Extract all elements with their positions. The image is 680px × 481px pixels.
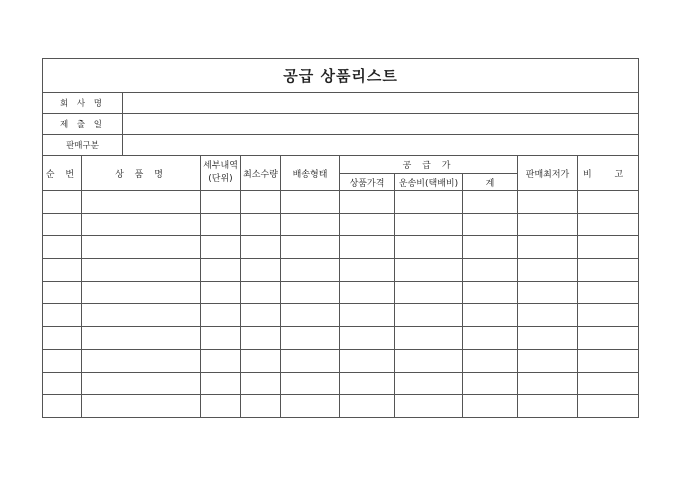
table-cell[interactable] — [281, 236, 340, 259]
table-cell[interactable] — [340, 349, 395, 372]
table-cell[interactable] — [463, 213, 518, 236]
table-cell[interactable] — [518, 259, 578, 282]
table-cell[interactable] — [43, 191, 82, 214]
table-cell[interactable] — [43, 304, 82, 327]
submission-date-value[interactable] — [123, 114, 639, 135]
table-row — [43, 191, 639, 214]
header-detail-line1: 세부내역 — [203, 161, 238, 171]
table-cell[interactable] — [281, 327, 340, 350]
table-cell[interactable] — [463, 259, 518, 282]
table-cell[interactable] — [82, 236, 201, 259]
table-cell[interactable] — [281, 372, 340, 395]
table-cell[interactable] — [395, 281, 463, 304]
table-cell[interactable] — [281, 281, 340, 304]
table-cell[interactable] — [395, 327, 463, 350]
table-cell[interactable] — [395, 372, 463, 395]
table-cell[interactable] — [518, 395, 578, 418]
header-total: 계 — [463, 174, 518, 191]
table-cell[interactable] — [82, 259, 201, 282]
table-cell[interactable] — [518, 327, 578, 350]
table-row — [43, 327, 639, 350]
table-cell[interactable] — [201, 281, 241, 304]
table-cell[interactable] — [281, 304, 340, 327]
table-cell[interactable] — [463, 395, 518, 418]
table-cell[interactable] — [82, 327, 201, 350]
table-cell[interactable] — [201, 191, 241, 214]
header-min-sale-price: 판매최저가 — [518, 156, 578, 191]
table-cell[interactable] — [43, 327, 82, 350]
table-cell[interactable] — [281, 395, 340, 418]
table-row — [43, 395, 639, 418]
table-cell[interactable] — [340, 281, 395, 304]
table-cell[interactable] — [518, 213, 578, 236]
table-cell[interactable] — [463, 372, 518, 395]
table-cell[interactable] — [281, 191, 340, 214]
table-cell[interactable] — [241, 349, 281, 372]
table-cell[interactable] — [395, 191, 463, 214]
table-cell[interactable] — [463, 281, 518, 304]
table-cell[interactable] — [340, 236, 395, 259]
table-cell[interactable] — [518, 349, 578, 372]
table-cell[interactable] — [82, 304, 201, 327]
table-cell[interactable] — [201, 213, 241, 236]
table-cell[interactable] — [281, 259, 340, 282]
table-cell[interactable] — [578, 395, 639, 418]
table-cell[interactable] — [578, 236, 639, 259]
table-cell[interactable] — [281, 213, 340, 236]
table-cell[interactable] — [578, 372, 639, 395]
header-product-name: 상 품 명 — [82, 156, 201, 191]
table-cell[interactable] — [518, 304, 578, 327]
table-cell[interactable] — [201, 304, 241, 327]
table-cell[interactable] — [241, 259, 281, 282]
table-cell[interactable] — [578, 213, 639, 236]
table-cell[interactable] — [340, 213, 395, 236]
table-cell[interactable] — [395, 259, 463, 282]
table-row — [43, 213, 639, 236]
table-cell[interactable] — [241, 213, 281, 236]
table-cell[interactable] — [395, 213, 463, 236]
table-cell[interactable] — [395, 236, 463, 259]
table-cell[interactable] — [463, 349, 518, 372]
table-cell[interactable] — [241, 236, 281, 259]
table-cell[interactable] — [241, 395, 281, 418]
table-cell[interactable] — [43, 259, 82, 282]
table-row — [43, 236, 639, 259]
table-cell[interactable] — [578, 281, 639, 304]
product-list-table — [42, 58, 639, 418]
supply-product-list-sheet — [42, 58, 638, 418]
table-cell[interactable] — [395, 395, 463, 418]
table-row — [43, 372, 639, 395]
table-cell[interactable] — [518, 281, 578, 304]
table-cell[interactable] — [82, 281, 201, 304]
table-row — [43, 349, 639, 372]
table-cell[interactable] — [201, 259, 241, 282]
table-cell[interactable] — [82, 395, 201, 418]
table-cell[interactable] — [518, 372, 578, 395]
table-cell[interactable] — [463, 304, 518, 327]
table-cell[interactable] — [201, 349, 241, 372]
header-product-price: 상품가격 — [340, 174, 395, 191]
company-name-value[interactable] — [123, 93, 639, 114]
table-cell[interactable] — [340, 304, 395, 327]
header-min-qty: 최소수량 — [241, 156, 281, 191]
table-cell[interactable] — [395, 304, 463, 327]
table-cell[interactable] — [578, 349, 639, 372]
table-cell[interactable] — [518, 191, 578, 214]
table-cell[interactable] — [281, 349, 340, 372]
table-cell[interactable] — [395, 349, 463, 372]
header-supply-price: 공 급 가 — [340, 156, 518, 174]
table-cell[interactable] — [518, 236, 578, 259]
header-delivery-type: 배송형태 — [281, 156, 340, 191]
table-cell[interactable] — [340, 191, 395, 214]
table-cell[interactable] — [201, 236, 241, 259]
table-cell[interactable] — [43, 372, 82, 395]
header-detail-line2: (단위) — [208, 174, 233, 184]
table-cell[interactable] — [340, 259, 395, 282]
table-cell[interactable] — [340, 372, 395, 395]
table-cell[interactable] — [578, 304, 639, 327]
table-row — [43, 281, 639, 304]
table-cell[interactable] — [82, 349, 201, 372]
table-cell[interactable] — [241, 327, 281, 350]
table-cell[interactable] — [463, 236, 518, 259]
company-name-label: 회 사 명 — [43, 93, 123, 114]
table-body — [43, 191, 639, 418]
table-cell[interactable] — [82, 191, 201, 214]
table-cell[interactable] — [43, 213, 82, 236]
table-cell[interactable] — [201, 372, 241, 395]
table-cell[interactable] — [43, 349, 82, 372]
table-cell[interactable] — [578, 191, 639, 214]
page-title: 공급 상품리스트 — [43, 59, 639, 93]
table-row — [43, 259, 639, 282]
table-cell[interactable] — [578, 327, 639, 350]
table-cell[interactable] — [340, 395, 395, 418]
sales-category-label: 판매구분 — [43, 135, 123, 156]
table-cell[interactable] — [463, 191, 518, 214]
table-cell[interactable] — [82, 372, 201, 395]
table-row — [43, 304, 639, 327]
table-cell[interactable] — [578, 259, 639, 282]
header-remarks: 비 고 — [578, 156, 639, 191]
table-cell[interactable] — [241, 372, 281, 395]
table-cell[interactable] — [340, 327, 395, 350]
table-cell[interactable] — [43, 281, 82, 304]
sales-category-value[interactable] — [123, 135, 639, 156]
header-no: 순 번 — [43, 156, 82, 191]
table-cell[interactable] — [82, 213, 201, 236]
table-cell[interactable] — [241, 191, 281, 214]
table-cell[interactable] — [201, 327, 241, 350]
header-shipping-cost: 운송비(택배비) — [395, 174, 463, 191]
table-cell[interactable] — [201, 395, 241, 418]
header-detail — [201, 156, 241, 191]
table-cell[interactable] — [241, 304, 281, 327]
table-cell[interactable] — [43, 395, 82, 418]
table-cell[interactable] — [43, 236, 82, 259]
submission-date-label: 제 출 일 — [43, 114, 123, 135]
table-cell[interactable] — [463, 327, 518, 350]
table-cell[interactable] — [241, 281, 281, 304]
